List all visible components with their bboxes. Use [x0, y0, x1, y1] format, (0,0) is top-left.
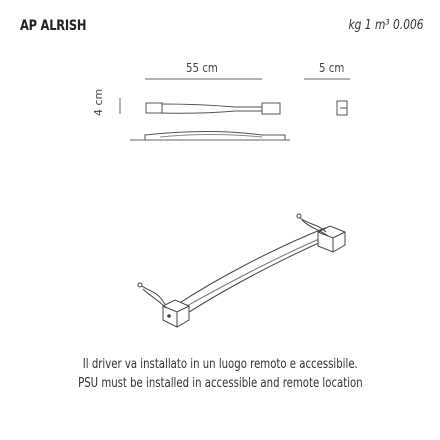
- height-label-wrap: [92, 82, 112, 122]
- installation-note-italian-text: Il driver va installato in un luogo remoto e accessibile.: [82, 357, 358, 372]
- height-label: 4 cm: [92, 88, 105, 116]
- perspective-view: [138, 214, 345, 327]
- product-code: AP ALRISH: [20, 18, 87, 34]
- installation-note-english-text: PSU must be installed in accessible and remote location: [77, 376, 363, 391]
- depth-label: 5 cm: [319, 61, 345, 75]
- weight-volume-spec: kg 1 m³ 0.006: [348, 18, 424, 33]
- top-view: [130, 132, 290, 141]
- installation-note-english: [0, 376, 440, 391]
- length-label: 55 cm: [186, 61, 218, 75]
- side-view: [337, 101, 347, 115]
- front-view: [146, 103, 280, 114]
- installation-note-italian: [0, 357, 440, 372]
